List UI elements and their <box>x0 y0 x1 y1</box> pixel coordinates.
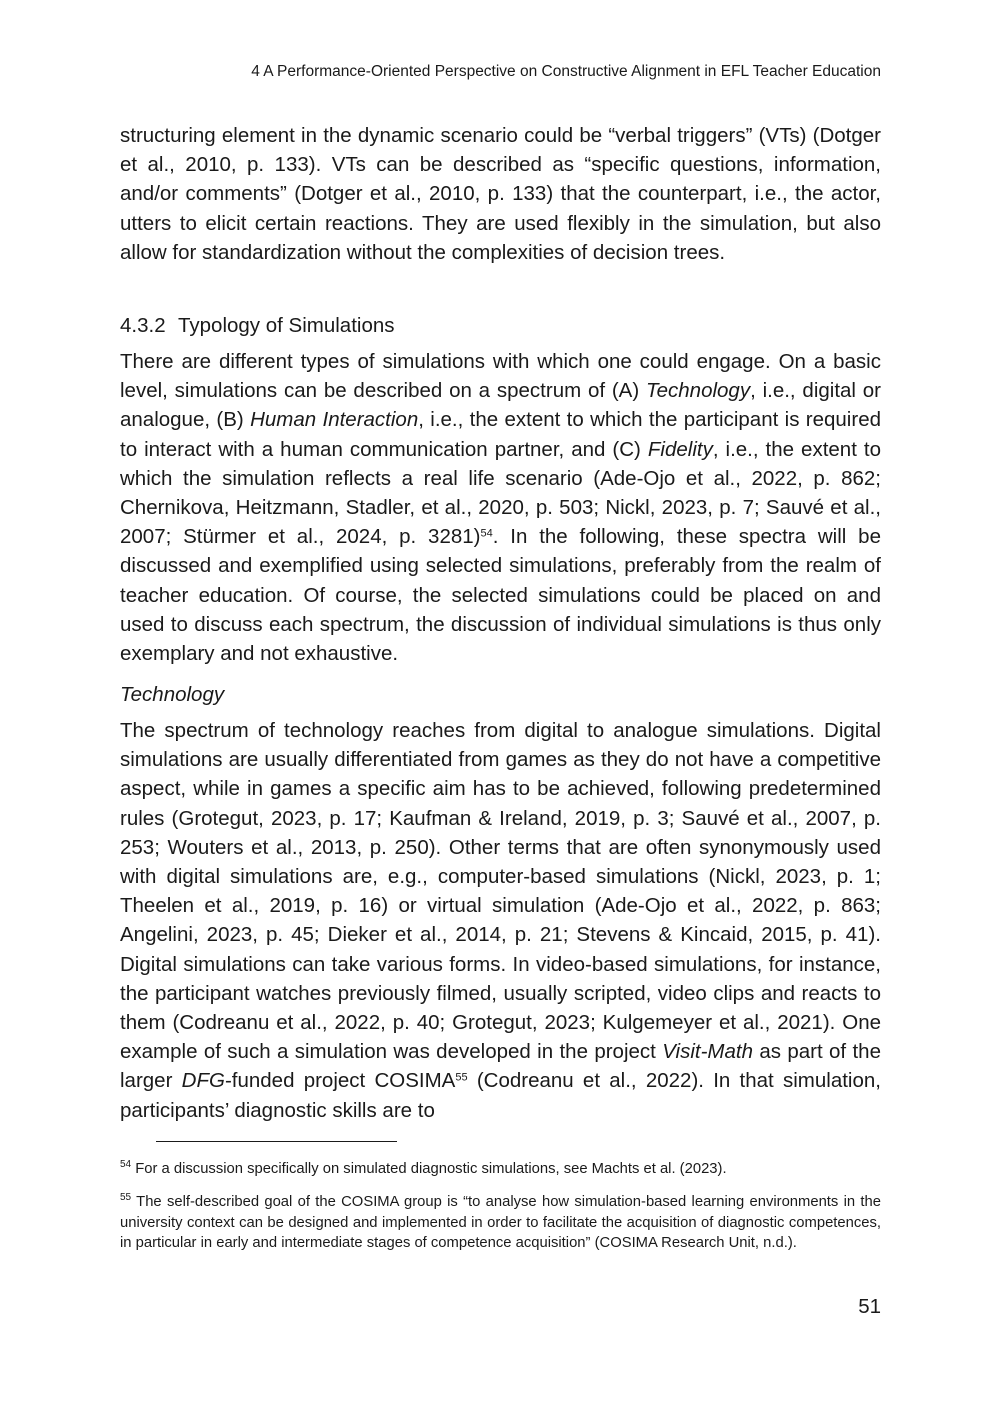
typology-text-5: . In the following, these spectra will be discussed and exemplified using selected simulations, preferably from the realm of teacher education. Of course, the selected simulations could be placed on and used to discuss each spectrum, the discussion of individual simulations is thus only exemplary and not exhaustive. <box>120 525 881 666</box>
funder-name: DFG <box>181 1069 225 1093</box>
section-title: Typology of Simulations <box>178 314 395 337</box>
running-header: 4 A Performance-Oriented Perspective on Constructive Alignment in EFL Teacher Education <box>251 63 881 80</box>
footnote-text: For a discussion specifically on simulated diagnostic simulations, see Machts et al. (2023). <box>131 1161 727 1177</box>
typology-text-3: , i.e., the extent to which the participant is required to interact with a human communication partner, and (C) <box>120 408 881 461</box>
footnote-55 <box>120 1192 881 1254</box>
subheading-technology: Technology <box>120 683 225 706</box>
technology-text-1: The spectrum of technology reaches from digital to analogue simulations. Digital simulations are usually differentiated from games as they do not have a competitive aspect, while in games a specific aim has to be achieved, following predetermined rules (Grotegut, 2023, p. 17; Kaufman & Ireland, 2019, p. 3; Sauvé et al., 2007, p. 253; Wouters et al., 2013, p. 250). Other terms that are often synonymously used with digital simulations are, e.g., computer-based simulations (Nickl, 2023, p. 1; Theelen et al., 2019, p. 16) or virtual simulation (Ade-Ojo et al., 2022, p. 863; Angelini, 2023, p. 45; Dieker et al., 2014, p. 21; Stevens & Kincaid, 2015, p. 41). Digital simulations can take various forms. In video-based simulations, for instance, the participant watches previously filmed, usually scripted, video clips and reacts to them (Codreanu et al., 2022, p. 40; Grotegut, 2023; Kulgemeyer et al., 2021). One example of such a simulation was developed in the project <box>120 719 881 1064</box>
section-number: 4.3.2 <box>120 314 166 337</box>
intro-paragraph <box>120 121 881 267</box>
project-name: Visit-Math <box>662 1040 753 1064</box>
footnote-separator <box>156 1141 397 1142</box>
intro-paragraph-text: structuring element in the dynamic scenario could be “verbal triggers” (VTs) (Dotger et al., 2010, p. 133). VTs can be described as “specific questions, information, and/or comments” (Dotger et al., 2010, p. 133) that the counterpart, i.e., the actor, utters to elicit certain reactions. They are used flexibly in the simulation, but also allow for standardization without the complexities of decision trees. <box>120 124 881 264</box>
typology-text-2: , i.e., digital or analogue, (B) <box>120 379 881 432</box>
section-heading <box>120 313 395 339</box>
typology-text-4: , i.e., the extent to which the simulation reflects a real life scenario (Ade-Ojo et al., 2022, p. 862; Chernikova, Heitzmann, Stadler, et al., 2020, p. 503; Nickl, 2023, p. 7; Sauvé et al., 2007; Stürmer et al., 2024, p. 3281) <box>120 437 881 549</box>
typology-paragraph <box>120 347 881 668</box>
term-fidelity: Fidelity <box>647 437 713 461</box>
footnote-ref-55[interactable]: 55 <box>455 1071 468 1084</box>
technology-text-2: as part of the larger <box>120 1040 881 1093</box>
page-number: 51 <box>858 1295 881 1318</box>
footnote-number: 55 <box>120 1192 132 1203</box>
technology-text-4: (Codreanu et al., 2022). In that simulation, participants’ diagnostic skills are to <box>120 1069 881 1122</box>
footnote-number: 54 <box>120 1159 132 1170</box>
typology-text-1: There are different types of simulations with which one could engage. On a basic level, simulations can be described on a spectrum of (A) <box>120 350 881 403</box>
footnote-text: The self-described goal of the COSIMA group is “to analyse how simulation-based learning environments in the university context can be designed and implemented in order to facilitate the acquisition of diagnostic competences, in particular in early and intermediate stages of competence acquisition” (COSIMA Research Unit, n.d.). <box>120 1194 881 1252</box>
technology-text-3: -funded project COSIMA <box>224 1069 456 1093</box>
footnote-54 <box>120 1159 881 1180</box>
technology-paragraph <box>120 716 881 1125</box>
term-technology: Technology <box>645 379 751 403</box>
term-human-interaction: Human Interaction <box>250 408 419 432</box>
footnote-ref-54[interactable]: 54 <box>480 527 493 540</box>
